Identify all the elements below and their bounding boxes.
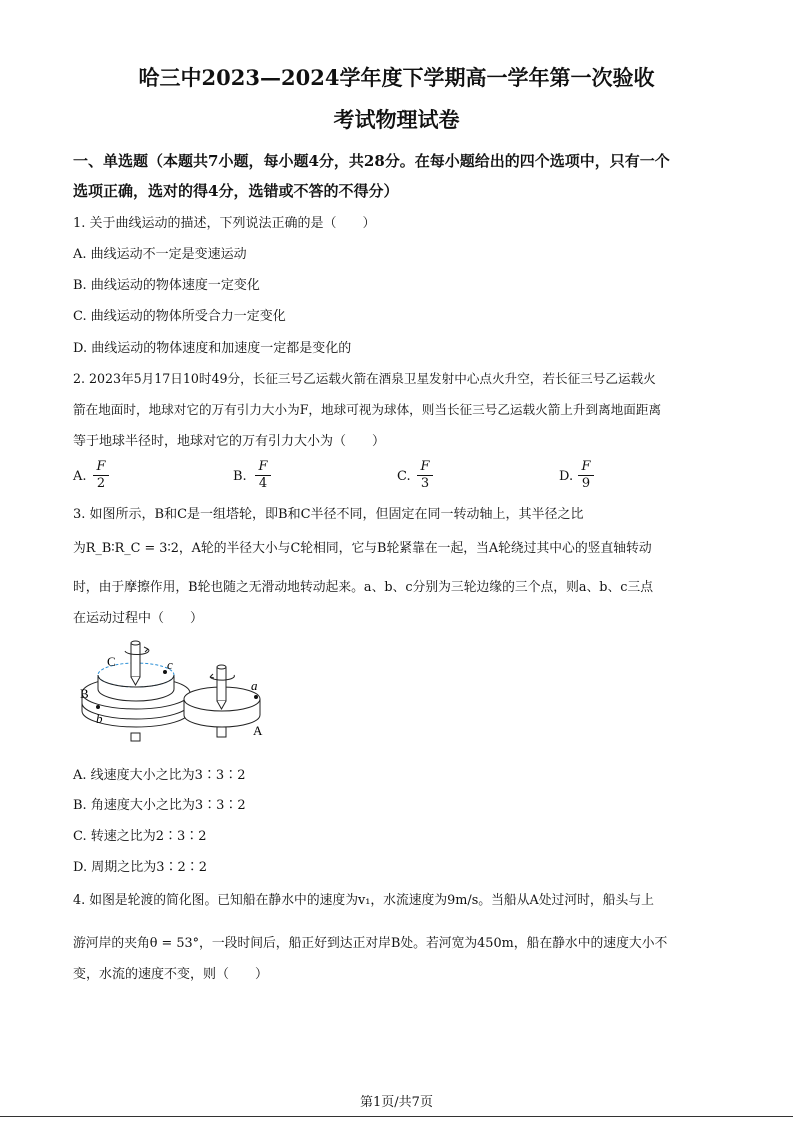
q3-pulley-figure xyxy=(70,635,275,750)
point-a xyxy=(254,695,258,699)
q4-stem-line3: 变，水流的速度不变，则（ ） xyxy=(73,967,269,982)
q2-option-b-label: B. xyxy=(233,469,247,484)
q3-option-a: A. 线速度大小之比为3∶3∶2 xyxy=(73,768,246,783)
q1-option-d: D. 曲线运动的物体速度和加速度一定都是变化的 xyxy=(73,341,352,356)
title-line-2: 考试物理试卷 xyxy=(333,107,460,132)
q2-option-b-den: 4 xyxy=(258,476,268,491)
q3-stem-line2: 为R_B∶R_C = 3∶2，A轮的半径大小与C轮相同，它与B轮紧靠在一起，当A轮绕过其中心的竖直轴转动 xyxy=(73,541,652,556)
q1-option-b: B. 曲线运动的物体速度一定变化 xyxy=(73,278,260,293)
label-B: B xyxy=(80,686,89,701)
q2-stem-line2: 箭在地面时，地球对它的万有引力大小为F，地球可视为球体，则当长征三号乙运载火箭上升到离地面距离 xyxy=(73,402,662,417)
q4-stem-line2: 游河岸的夹角θ = 53°，一段时间后，船正好到达正对岸B处。若河宽为450m，船在静水中的速度大小不 xyxy=(73,936,668,951)
q2-option-c-den: 3 xyxy=(420,476,430,491)
footer-rule xyxy=(0,1116,793,1117)
label-b: b xyxy=(96,711,103,726)
q2-stem-line1: 2. 2023年5月17日10时49分，长征三号乙运载火箭在酒泉卫星发射中心点火升空，若长征三号乙运载火 xyxy=(73,371,656,386)
q2-option-a-fraction xyxy=(93,460,109,491)
q1-option-c: C. 曲线运动的物体所受合力一定变化 xyxy=(73,309,286,324)
section1-heading-line1: 一、单选题（本题共7小题，每小题4分，共28分。在每小题给出的四个选项中，只有一个 xyxy=(73,152,670,170)
q3-option-c: C. 转速之比为2∶3∶2 xyxy=(73,829,207,844)
q3-stem-line4: 在运动过程中（ ） xyxy=(73,611,204,626)
q2-option-c-label: C. xyxy=(397,469,411,484)
section1-heading-line2: 选项正确，选对的得4分，选错或不答的不得分） xyxy=(73,182,399,200)
page-footer: 第1页/共7页 xyxy=(360,1095,433,1110)
q3-option-d: D. 周期之比为3∶2∶2 xyxy=(73,860,208,875)
q2-option-d-label: D. xyxy=(559,469,574,484)
label-A: A xyxy=(253,723,263,738)
label-a: a xyxy=(251,678,258,693)
q3-option-b: B. 角速度大小之比为3∶3∶2 xyxy=(73,798,246,813)
title-line-1: 哈三中2023—2024学年度下学期高一学年第一次验收 xyxy=(138,65,655,90)
q2-option-c-fraction xyxy=(417,460,433,491)
q2-option-a-den: 2 xyxy=(96,476,106,491)
q1-option-a: A. 曲线运动不一定是变速运动 xyxy=(73,247,247,262)
q2-option-a-label: A. xyxy=(73,469,87,484)
q2-option-b-num: F xyxy=(258,459,268,474)
q2-option-d-fraction xyxy=(578,460,594,491)
q3-stem-line1: 3. 如图所示，B和C是一组塔轮，即B和C半径不同，但固定在同一转动轴上，其半径之比 xyxy=(73,507,584,522)
label-C: C xyxy=(107,654,116,669)
point-b xyxy=(96,705,100,709)
q1-stem: 1. 关于曲线运动的描述，下列说法正确的是（ ） xyxy=(73,216,376,231)
q2-option-a-num: F xyxy=(96,459,106,474)
label-c: c xyxy=(167,657,173,672)
q2-option-d-num: F xyxy=(581,459,591,474)
q2-option-c-num: F xyxy=(420,459,430,474)
q2-option-d-den: 9 xyxy=(581,476,591,491)
q4-stem-line1: 4. 如图是轮渡的简化图。已知船在静水中的速度为v₁，水流速度为9m/s。当船从A处过河时，船头与上 xyxy=(73,893,654,908)
q3-stem-line3: 时，由于摩擦作用，B轮也随之无滑动地转动起来。a、b、c分别为三轮边缘的三个点，则a、b、c三点 xyxy=(73,580,654,595)
q2-option-b-fraction xyxy=(255,460,271,491)
q2-stem-line3: 等于地球半径时，地球对它的万有引力大小为（ ） xyxy=(73,434,386,449)
